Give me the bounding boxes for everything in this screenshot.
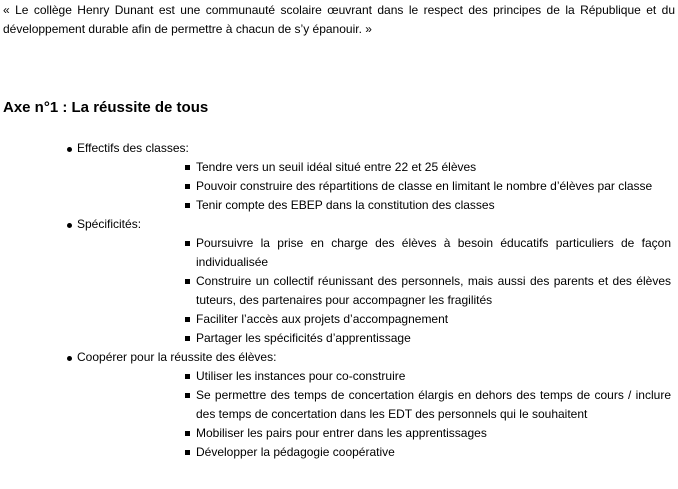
square-bullet-icon bbox=[185, 393, 190, 398]
list-item-text: Utiliser les instances pour co-construire bbox=[196, 369, 406, 383]
list-item-text: Construire un collectif réunissant des personnels, mais aussi des parents et des élèves tuteurs, des partenaires pour accompagner les fragilités bbox=[196, 274, 671, 307]
list-item bbox=[196, 367, 671, 386]
list-item-text: Pouvoir construire des répartitions de classe en limitant le nombre d’élèves par classe bbox=[196, 179, 653, 193]
round-bullet-icon bbox=[67, 147, 72, 152]
sections-list bbox=[0, 139, 678, 462]
section-specificites bbox=[0, 215, 678, 348]
section-title: Effectifs des classes: bbox=[77, 141, 189, 155]
section-title: Spécificités: bbox=[77, 217, 142, 231]
square-bullet-icon bbox=[185, 431, 190, 436]
item-list bbox=[0, 234, 678, 348]
list-item bbox=[196, 310, 671, 329]
section-cooperer bbox=[0, 348, 678, 462]
square-bullet-icon bbox=[185, 165, 190, 170]
list-item bbox=[196, 234, 671, 272]
list-item bbox=[196, 443, 671, 462]
list-item-text: Faciliter l’accès aux projets d’accompagnement bbox=[196, 312, 449, 326]
list-item bbox=[196, 329, 671, 348]
list-item-text: Tenir compte des EBEP dans la constitution des classes bbox=[196, 198, 495, 212]
round-bullet-icon bbox=[67, 356, 72, 361]
square-bullet-icon bbox=[185, 241, 190, 246]
list-item-text: Développer la pédagogie coopérative bbox=[196, 445, 395, 459]
section-title: Coopérer pour la réussite des élèves: bbox=[77, 350, 277, 364]
square-bullet-icon bbox=[185, 336, 190, 341]
list-item-text: Poursuivre la prise en charge des élèves à besoin éducatifs particuliers de façon individualisée bbox=[196, 236, 671, 269]
list-item-text: Partager les spécificités d’apprentissage bbox=[196, 331, 411, 345]
section-effectifs bbox=[0, 139, 678, 215]
section-title-row bbox=[0, 139, 678, 158]
square-bullet-icon bbox=[185, 279, 190, 284]
section-heading: Axe n°1 : La réussite de tous bbox=[3, 99, 209, 116]
list-item-text: Se permettre des temps de concertation élargis en dehors des temps de cours / inclure des temps de concertation dans les EDT des personnels qui le souhaitent bbox=[196, 388, 671, 421]
list-item bbox=[196, 272, 671, 310]
intro-quote: « Le collège Henry Dunant est une communauté scolaire œuvrant dans le respect des principes de la République et du développement durable afin de permettre à chacun de s’y épanouir. » bbox=[3, 3, 675, 36]
round-bullet-icon bbox=[67, 223, 72, 228]
list-item bbox=[196, 158, 671, 177]
item-list bbox=[0, 367, 678, 462]
list-item bbox=[196, 386, 671, 424]
item-list bbox=[0, 158, 678, 215]
list-item bbox=[196, 424, 671, 443]
section-title-row bbox=[0, 348, 678, 367]
list-item-text: Tendre vers un seuil idéal situé entre 22 et 25 élèves bbox=[196, 160, 477, 174]
list-item bbox=[196, 196, 671, 215]
square-bullet-icon bbox=[185, 374, 190, 379]
square-bullet-icon bbox=[185, 184, 190, 189]
list-item bbox=[196, 177, 671, 196]
square-bullet-icon bbox=[185, 450, 190, 455]
square-bullet-icon bbox=[185, 203, 190, 208]
square-bullet-icon bbox=[185, 317, 190, 322]
list-item-text: Mobiliser les pairs pour entrer dans les apprentissages bbox=[196, 426, 487, 440]
section-title-row bbox=[0, 215, 678, 234]
